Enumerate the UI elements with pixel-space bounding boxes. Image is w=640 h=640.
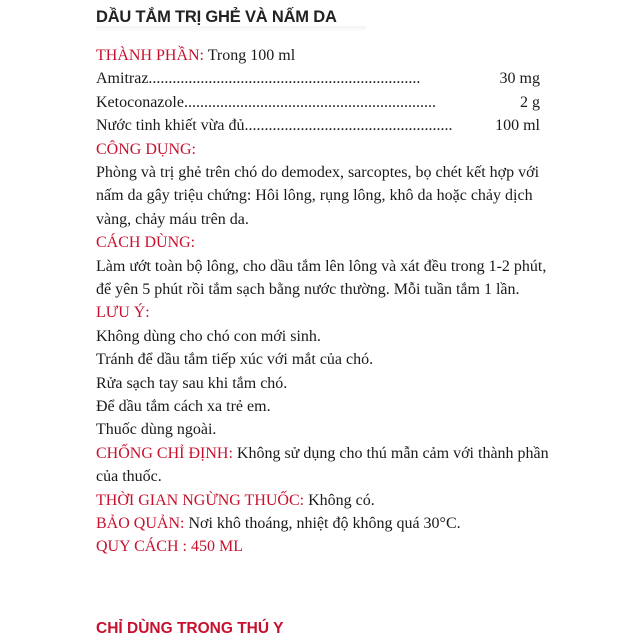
composition-label: THÀNH PHẦN: xyxy=(96,47,204,64)
packaging-label: QUY CÁCH xyxy=(96,538,179,556)
label-body xyxy=(96,44,556,559)
storage-label: BẢO QUẢN: xyxy=(96,514,185,532)
ingredient-row-amitraz xyxy=(96,67,540,90)
contraindications-text: Không sử dụng cho thú mẫn cảm với thành phần của thuốc. xyxy=(96,444,549,486)
veterinary-use-only-notice: CHỈ DÙNG TRONG THÚ Y xyxy=(96,620,284,637)
storage-text: Nơi khô thoáng, nhiệt độ không quá 30°C. xyxy=(184,514,461,532)
packaging-block xyxy=(96,535,556,558)
note-item: Không dùng cho chó con mới sinh. xyxy=(96,327,321,345)
note-item: Tránh để dầu tắm tiếp xúc với mắt của chó. xyxy=(96,351,374,369)
withdrawal-block xyxy=(96,489,556,512)
composition-heading xyxy=(96,44,556,67)
note-item: Để dầu tắm cách xa trẻ em. xyxy=(96,397,271,415)
uses-text: Phòng và trị ghẻ trên chó do demodex, sarcoptes, bọ chét kết hợp với nấm da gây triệu chứng: Hôi lông, rụng lông, khô da hoặc chảy dịch vàng, chảy máu trên da. xyxy=(96,163,540,228)
ingredient-name: Nước tinh khiết vừa đủ xyxy=(96,117,245,135)
ingredient-row-ketoconazole xyxy=(96,91,540,114)
contraindications-label: CHỐNG CHỈ ĐỊNH: xyxy=(96,444,233,462)
uses-heading: CÔNG DỤNG: xyxy=(96,140,196,158)
note-item: Thuốc dùng ngoài. xyxy=(96,421,217,439)
ingredient-name: Amitraz xyxy=(96,70,149,88)
notes-heading: LƯU Ý: xyxy=(96,304,150,322)
ingredient-name: Ketoconazole xyxy=(96,93,184,111)
composition-text: Trong 100 ml xyxy=(204,47,296,64)
ingredient-amount: 100 ml xyxy=(495,117,540,135)
product-title: DẦU TẮM TRỊ GHẺ VÀ NẤM DA xyxy=(96,8,337,26)
directions-text: Làm ướt toàn bộ lông, cho dầu tắm lên lông và xát đều trong 1-2 phút, để yên 5 phút rồi tắm sạch bằng nước thường. Mỗi tuần tắm 1 lần. xyxy=(96,257,547,298)
ingredient-amount: 2 g xyxy=(520,93,540,111)
note-item: Rửa sạch tay sau khi tắm chó. xyxy=(96,374,288,392)
directions-heading: CÁCH DÙNG: xyxy=(96,234,196,252)
contraindications-block xyxy=(96,442,556,489)
withdrawal-label: THỜI GIAN NGỪNG THUỐC: xyxy=(96,491,305,509)
dot-leader: ............................................................... xyxy=(183,93,436,111)
storage-block xyxy=(96,512,556,535)
dot-leader: .................................................... xyxy=(244,117,453,135)
withdrawal-text: Không có. xyxy=(304,491,375,509)
title-shadow-decoration xyxy=(96,26,366,32)
ingredient-amount: 30 mg xyxy=(499,70,540,88)
ingredient-row-water xyxy=(96,114,540,137)
dot-leader: .................................................................... xyxy=(148,70,421,88)
packaging-text: : 450 ML xyxy=(178,538,243,556)
